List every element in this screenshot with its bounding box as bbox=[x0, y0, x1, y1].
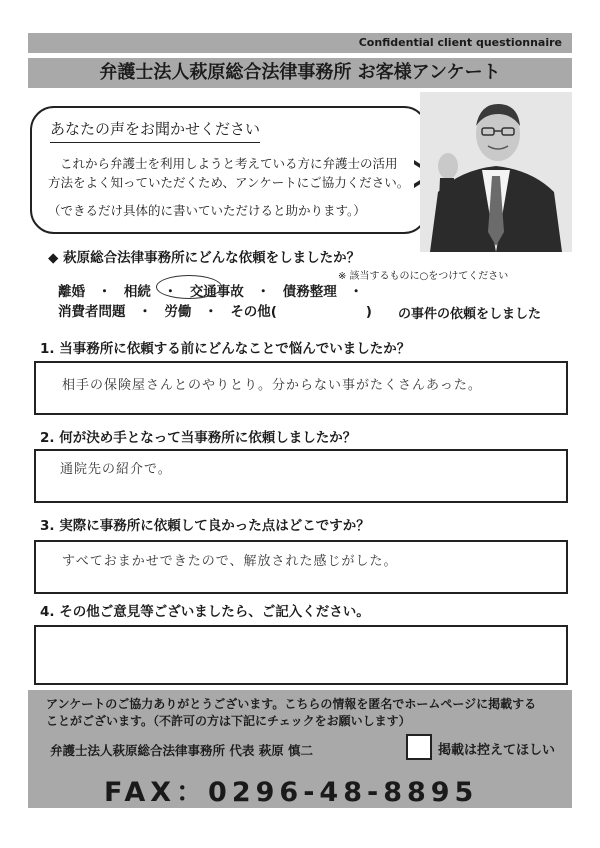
request-suffix: の事件の依頼をしました bbox=[398, 307, 542, 322]
confidential-band bbox=[28, 33, 572, 53]
footer-thanks-2: ことがございます。（不許可の方は下記にチェックをお願いします） bbox=[46, 714, 411, 728]
request-question: ◆ 萩原総合法律事務所にどんな依頼をしましたか？ bbox=[48, 250, 361, 266]
intro-line-3: （できるだけ具体的に書いていただけると助かります。） bbox=[48, 203, 366, 218]
intro-line-1: これから弁護士を利用しようと考えている方に弁護士の活用 bbox=[60, 156, 398, 171]
answer-1: 相手の保険屋さんとのやりとり。分からない事がたくさんあった。 bbox=[62, 378, 482, 393]
separator: ・ bbox=[349, 284, 363, 300]
separator: ・ bbox=[204, 304, 218, 320]
page-title: 弁護士法人萩原総合法律事務所 お客様アンケート bbox=[28, 58, 572, 88]
selection-circle bbox=[156, 275, 222, 299]
other-close-paren: ) bbox=[365, 304, 372, 320]
answer-3: すべておまかせできたので、解放された感じがした。 bbox=[62, 554, 398, 569]
footer-signature: 弁護士法人萩原総合法律事務所 代表 萩原 慎二 bbox=[50, 743, 314, 758]
question-2: 2. 何が決め手となって当事務所に依頼しましたか？ bbox=[40, 430, 357, 446]
opt-out-label: 掲載は控えてほしい bbox=[438, 743, 556, 758]
separator: ・ bbox=[138, 304, 152, 320]
answer-box-4[interactable] bbox=[34, 625, 568, 685]
separator: ・ bbox=[256, 284, 271, 300]
separator: ・ bbox=[163, 284, 178, 300]
fax-number: FAX：0296-48-8895 bbox=[104, 777, 479, 808]
option-consumer[interactable]: 消費者問題 bbox=[58, 304, 126, 320]
intro-line-2: 方法をよく知っていただくため、アンケートにご協力ください。 bbox=[48, 175, 410, 190]
request-row-2 bbox=[58, 300, 372, 320]
option-traffic-accident[interactable]: 交通事故 bbox=[189, 284, 244, 300]
lawyer-photo bbox=[420, 92, 572, 252]
option-divorce[interactable]: 離婚 bbox=[58, 284, 85, 300]
intro-title: あなたの声をお聞かせください bbox=[50, 118, 260, 143]
lawyer-portrait-icon bbox=[420, 92, 572, 252]
option-debt[interactable]: 債務整理 bbox=[282, 284, 337, 300]
option-labor[interactable]: 労働 bbox=[164, 304, 192, 320]
option-other[interactable]: その他( bbox=[230, 304, 277, 320]
request-note: ※ 該当するものに○をつけてください bbox=[338, 271, 509, 282]
question-4: 4. その他ご意見等ございましたら、ご記入ください。 bbox=[40, 604, 370, 620]
question-3: 3. 実際に事務所に依頼して良かった点はどこですか？ bbox=[40, 518, 370, 534]
confidential-label: Confidential client questionnaire bbox=[358, 36, 562, 49]
separator: ・ bbox=[97, 284, 112, 300]
footer-thanks-1: アンケートのご協力ありがとうございます。こちらの情報を匿名でホームページに掲載する bbox=[46, 697, 537, 711]
opt-out-checkbox[interactable] bbox=[406, 734, 432, 760]
answer-2: 通院先の紹介で。 bbox=[60, 462, 172, 477]
option-inheritance[interactable]: 相続 bbox=[123, 284, 151, 300]
question-1: 1. 当事務所に依頼する前にどんなことで悩んでいましたか？ bbox=[40, 341, 411, 357]
